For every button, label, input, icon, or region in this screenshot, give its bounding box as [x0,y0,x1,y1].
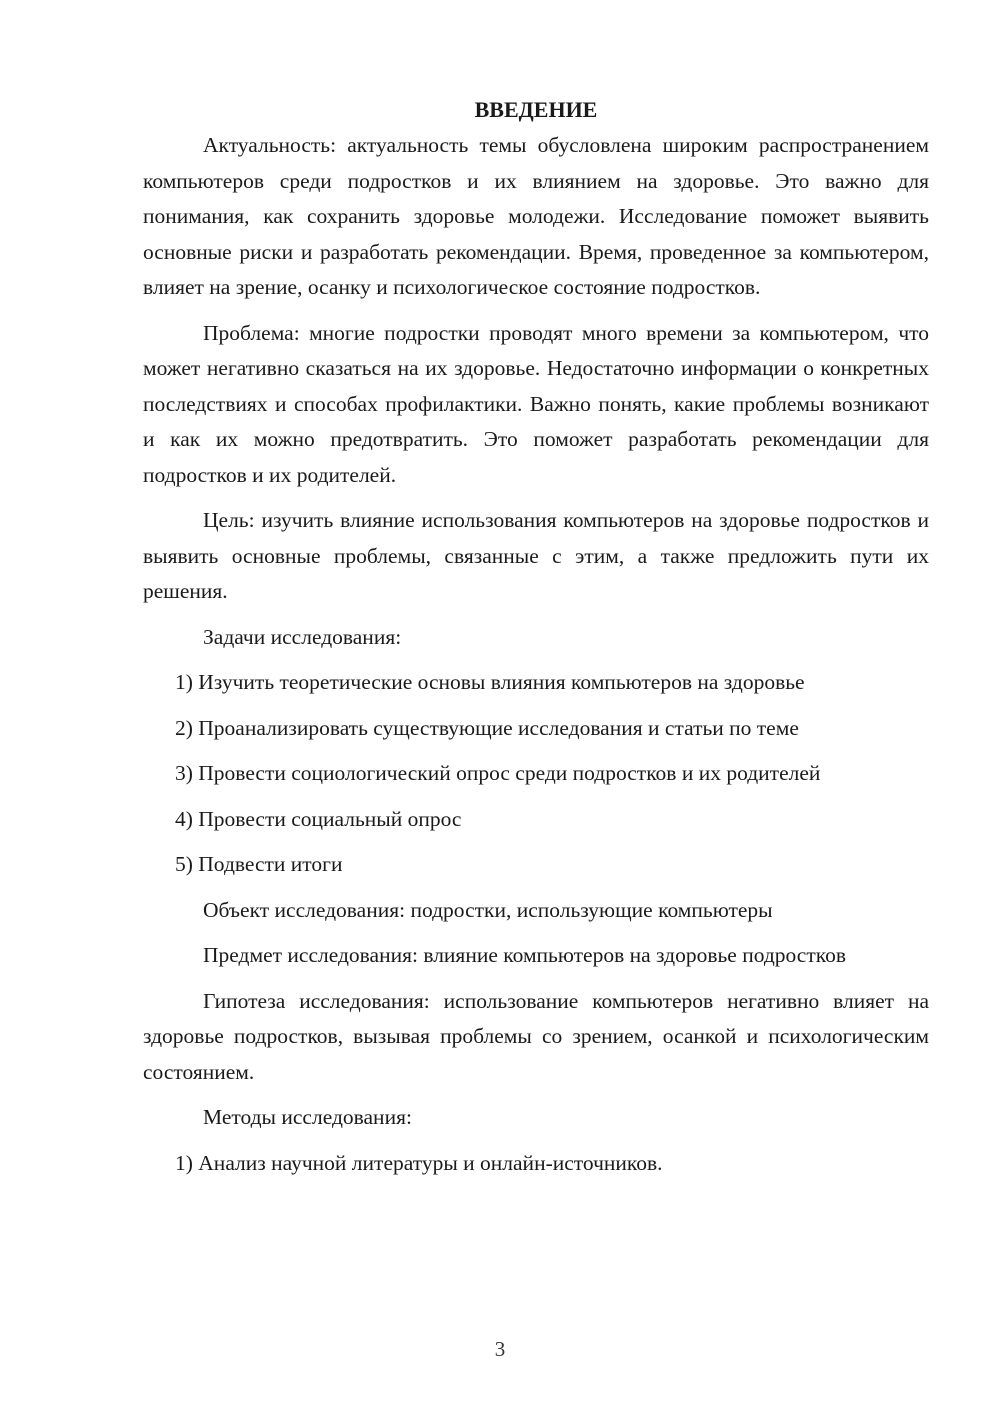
page-number: 3 [494,1337,506,1361]
goal-paragraph: Цель: изучить влияние использования компьютеров на здоровье подростков и выявить основные проблемы, связанные с этим, а также предложить пути их решения. [143,508,929,603]
task-item-3: 3) Провести социологический опрос среди подростков и их родителей [175,761,821,785]
page-title: ВВЕДЕНИЕ [474,97,598,122]
document-page [143,92,929,1191]
method-item-1: 1) Анализ научной литературы и онлайн-источников. [175,1150,663,1175]
tasks-heading: Задачи исследования: [203,624,402,649]
task-item-2: 2) Проанализировать существующие исследования и статьи по теме [175,715,799,740]
relevance-paragraph: Актуальность: актуальность темы обусловлена широким распространением компьютеров среди подростков и их влиянием на здоровье. Это важно для понимания, как сохранить здоровье молодежи. Исследование поможет выявить основные риски и разработать рекомендации. Время, проведенное за компьютером, влияет на зрение, осанку и психологическое состояние подростков. [143,133,929,299]
subject-paragraph: Предмет исследования: влияние компьютеров на здоровье подростков [203,943,846,967]
task-item-4: 4) Провести социальный опрос [175,806,462,831]
methods-heading: Методы исследования: [203,1105,412,1129]
hypothesis-paragraph: Гипотеза исследования: использование компьютеров негативно влияет на здоровье подростков, вызывая проблемы со зрением, осанкой и психологическим состоянием. [143,988,929,1084]
task-item-5: 5) Подвести итоги [175,852,343,876]
problem-paragraph: Проблема: многие подростки проводят много времени за компьютером, что может негативно сказаться на их здоровье. Недостаточно информации о конкретных последствиях и способах профилактики. Важно понять, какие проблемы возникают и как их можно предотвратить. Это поможет разработать рекомендации для подростков и их родителей. [143,320,929,487]
task-item-1: 1) Изучить теоретические основы влияния компьютеров на здоровье [175,670,805,694]
object-paragraph: Объект исследования: подростки, использующие компьютеры [203,897,773,922]
